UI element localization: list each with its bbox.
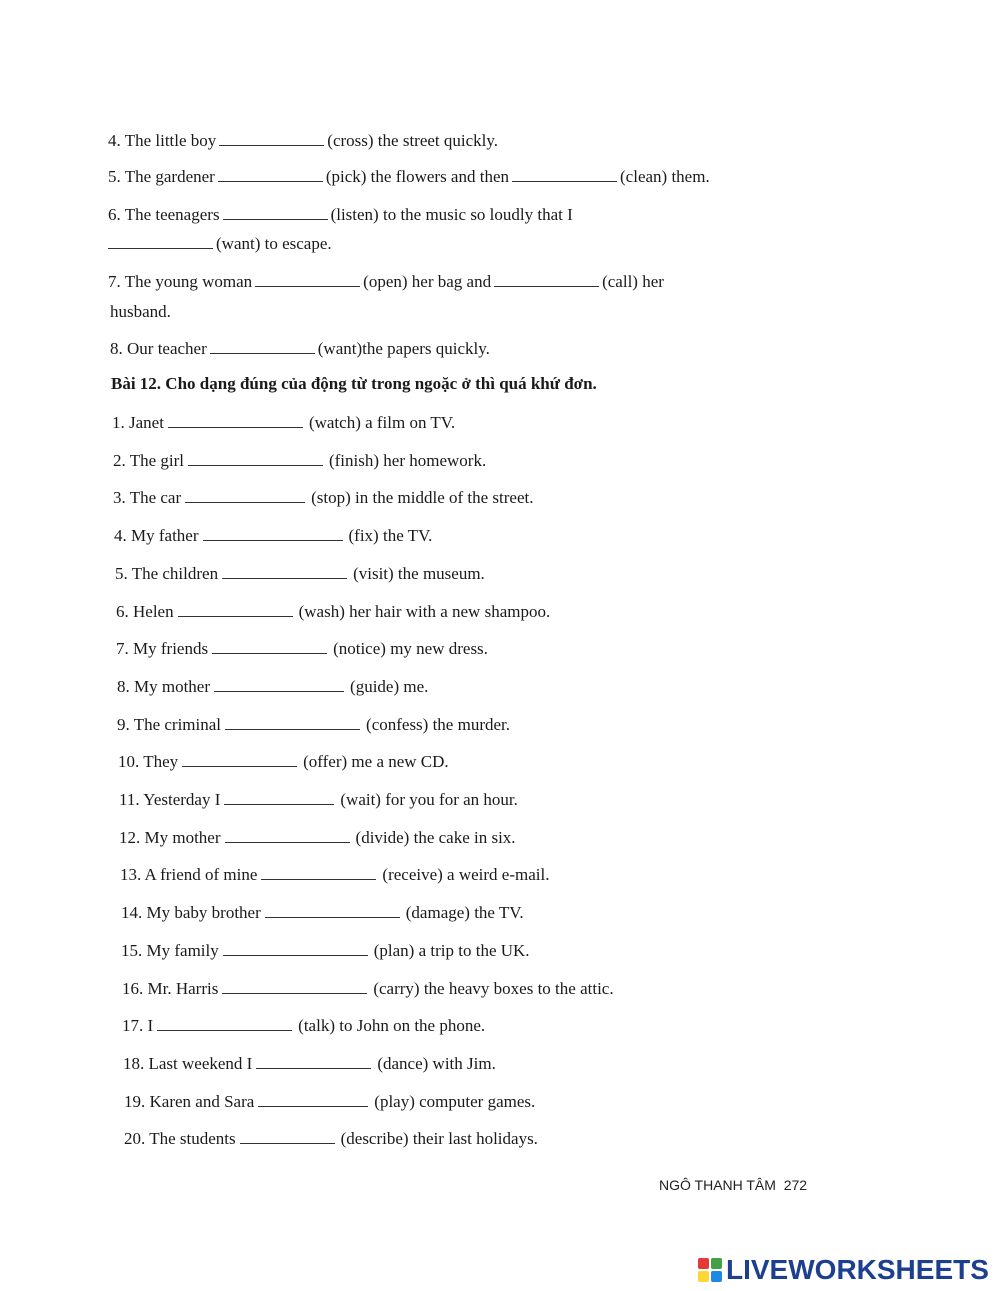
liveworksheets-brand — [698, 1255, 989, 1285]
answer-blank[interactable] — [225, 715, 360, 730]
item-verb-hint: (receive) a weird e-mail. — [382, 865, 550, 884]
answer-blank[interactable] — [222, 979, 367, 994]
item-prompt: 8. My mother — [117, 677, 211, 696]
item-prompt: 16. Mr. Harris — [122, 979, 219, 998]
item-prompt: 18. Last weekend I — [123, 1054, 253, 1073]
exercise-12-item — [117, 676, 428, 698]
liveworksheets-logo-icon — [698, 1258, 722, 1282]
item-prompt: 17. I — [122, 1016, 154, 1035]
exercise-12-item — [122, 978, 614, 1000]
item-prompt: 7. My friends — [116, 639, 209, 658]
item-verb-hint: (fix) the TV. — [348, 526, 433, 545]
item-prompt: 14. My baby brother — [121, 903, 261, 922]
answer-blank[interactable] — [222, 564, 347, 579]
item-prompt: 13. A friend of mine — [120, 865, 258, 884]
answer-blank[interactable] — [203, 526, 343, 541]
exercise-12-item — [124, 1091, 535, 1113]
answer-blank[interactable] — [214, 677, 344, 692]
exercise-item-5: 5. The gardener (pick) the flowers and then (clean) them. — [108, 167, 710, 186]
exercise-item-7-continued: husband. — [110, 302, 171, 321]
item-prompt: 1. Janet — [112, 413, 164, 432]
answer-blank[interactable] — [108, 234, 213, 249]
exercise-12-item — [112, 412, 455, 434]
item-verb-hint: (notice) my new dress. — [333, 639, 488, 658]
exercise-12-item — [121, 902, 524, 924]
item-verb-hint: (offer) me a new CD. — [303, 752, 449, 771]
item-prompt: 10. They — [118, 752, 179, 771]
exercise-12-item — [116, 638, 488, 660]
answer-blank[interactable] — [256, 1054, 371, 1069]
item-prompt: 20. The students — [124, 1129, 236, 1148]
item-verb-hint: (dance) with Jim. — [377, 1054, 496, 1073]
item-verb-hint: (wash) her hair with a new shampoo. — [298, 602, 551, 621]
exercise-12-item — [115, 563, 485, 585]
answer-blank[interactable] — [223, 941, 368, 956]
item-prompt: 15. My family — [121, 941, 219, 960]
item-verb-hint: (visit) the museum. — [353, 564, 485, 583]
logo-tile — [711, 1271, 722, 1282]
exercise-12-item — [117, 714, 510, 736]
exercise-12-item — [122, 1015, 485, 1037]
item-verb-hint: (talk) to John on the phone. — [298, 1016, 486, 1035]
exercise-12-item — [116, 601, 550, 623]
exercise-12-item — [114, 525, 432, 547]
item-verb-hint: (describe) their last holidays. — [340, 1129, 538, 1148]
item-verb-hint: (damage) the TV. — [405, 903, 524, 922]
item-prompt: 11. Yesterday I — [119, 790, 221, 809]
item-prompt: 4. My father — [114, 526, 199, 545]
answer-blank[interactable] — [225, 828, 350, 843]
answer-blank[interactable] — [188, 451, 323, 466]
exercise-12-item — [119, 827, 516, 849]
item-verb-hint: (guide) me. — [350, 677, 429, 696]
item-verb-hint: (wait) for you for an hour. — [340, 790, 518, 809]
answer-blank[interactable] — [212, 639, 327, 654]
logo-tile — [698, 1258, 709, 1269]
item-verb-hint: (watch) a film on TV. — [308, 413, 456, 432]
item-prompt: 2. The girl — [113, 451, 184, 470]
item-verb-hint: (stop) in the middle of the street. — [311, 488, 534, 507]
exercise-item-6: 6. The teenagers (listen) to the music so loudly that I — [108, 205, 573, 224]
exercise-12-item — [123, 1053, 496, 1075]
answer-blank[interactable] — [182, 752, 297, 767]
logo-tile — [698, 1271, 709, 1282]
answer-blank[interactable] — [178, 602, 293, 617]
exercise-12-item — [124, 1128, 538, 1150]
answer-blank[interactable] — [224, 790, 334, 805]
answer-blank[interactable] — [219, 131, 324, 146]
answer-blank[interactable] — [512, 167, 617, 182]
answer-blank[interactable] — [258, 1092, 368, 1107]
brand-name: LIVEWORKSHEETS — [726, 1254, 989, 1285]
page-footer — [659, 1177, 807, 1193]
answer-blank[interactable] — [185, 488, 305, 503]
item-verb-hint: (finish) her homework. — [328, 451, 487, 470]
item-prompt: 19. Karen and Sara — [124, 1092, 255, 1111]
author-name: NGÔ THANH TÂM — [659, 1177, 776, 1193]
answer-blank[interactable] — [168, 413, 303, 428]
item-prompt: 5. The children — [115, 564, 219, 583]
item-prompt: 6. Helen — [116, 602, 174, 621]
item-verb-hint: (divide) the cake in six. — [355, 828, 516, 847]
exercise-12-item — [113, 450, 486, 472]
exercise-12-item — [121, 940, 530, 962]
answer-blank[interactable] — [210, 339, 315, 354]
exercise-12-heading: Bài 12. Cho dạng đúng của động từ trong ngoặc ở thì quá khứ đơn. — [111, 374, 597, 393]
answer-blank[interactable] — [218, 167, 323, 182]
item-prompt: 12. My mother — [119, 828, 221, 847]
item-verb-hint: (confess) the murder. — [366, 715, 511, 734]
answer-blank[interactable] — [265, 903, 400, 918]
item-verb-hint: (plan) a trip to the UK. — [373, 941, 530, 960]
exercise-12-item — [113, 487, 534, 509]
item-prompt: 3. The car — [113, 488, 182, 507]
page-number: 272 — [783, 1177, 808, 1193]
exercise-12-item — [119, 789, 518, 811]
item-verb-hint: (play) computer games. — [374, 1092, 536, 1111]
exercise-item-8: 8. Our teacher (want)the papers quickly. — [110, 339, 490, 358]
answer-blank[interactable] — [223, 205, 328, 220]
exercise-12-item — [120, 864, 549, 886]
exercise-item-7: 7. The young woman (open) her bag and (call) her — [108, 272, 664, 291]
exercise-12-item — [118, 751, 449, 773]
answer-blank[interactable] — [494, 272, 599, 287]
item-verb-hint: (carry) the heavy boxes to the attic. — [373, 979, 614, 998]
answer-blank[interactable] — [261, 865, 376, 880]
answer-blank[interactable] — [255, 272, 360, 287]
item-prompt: 9. The criminal — [117, 715, 222, 734]
logo-tile — [711, 1258, 722, 1269]
answer-blank[interactable] — [240, 1129, 335, 1144]
exercise-item-4: 4. The little boy (cross) the street quickly. — [108, 131, 499, 150]
answer-blank[interactable] — [157, 1016, 292, 1031]
exercise-item-6-continued: (want) to escape. — [108, 233, 332, 255]
